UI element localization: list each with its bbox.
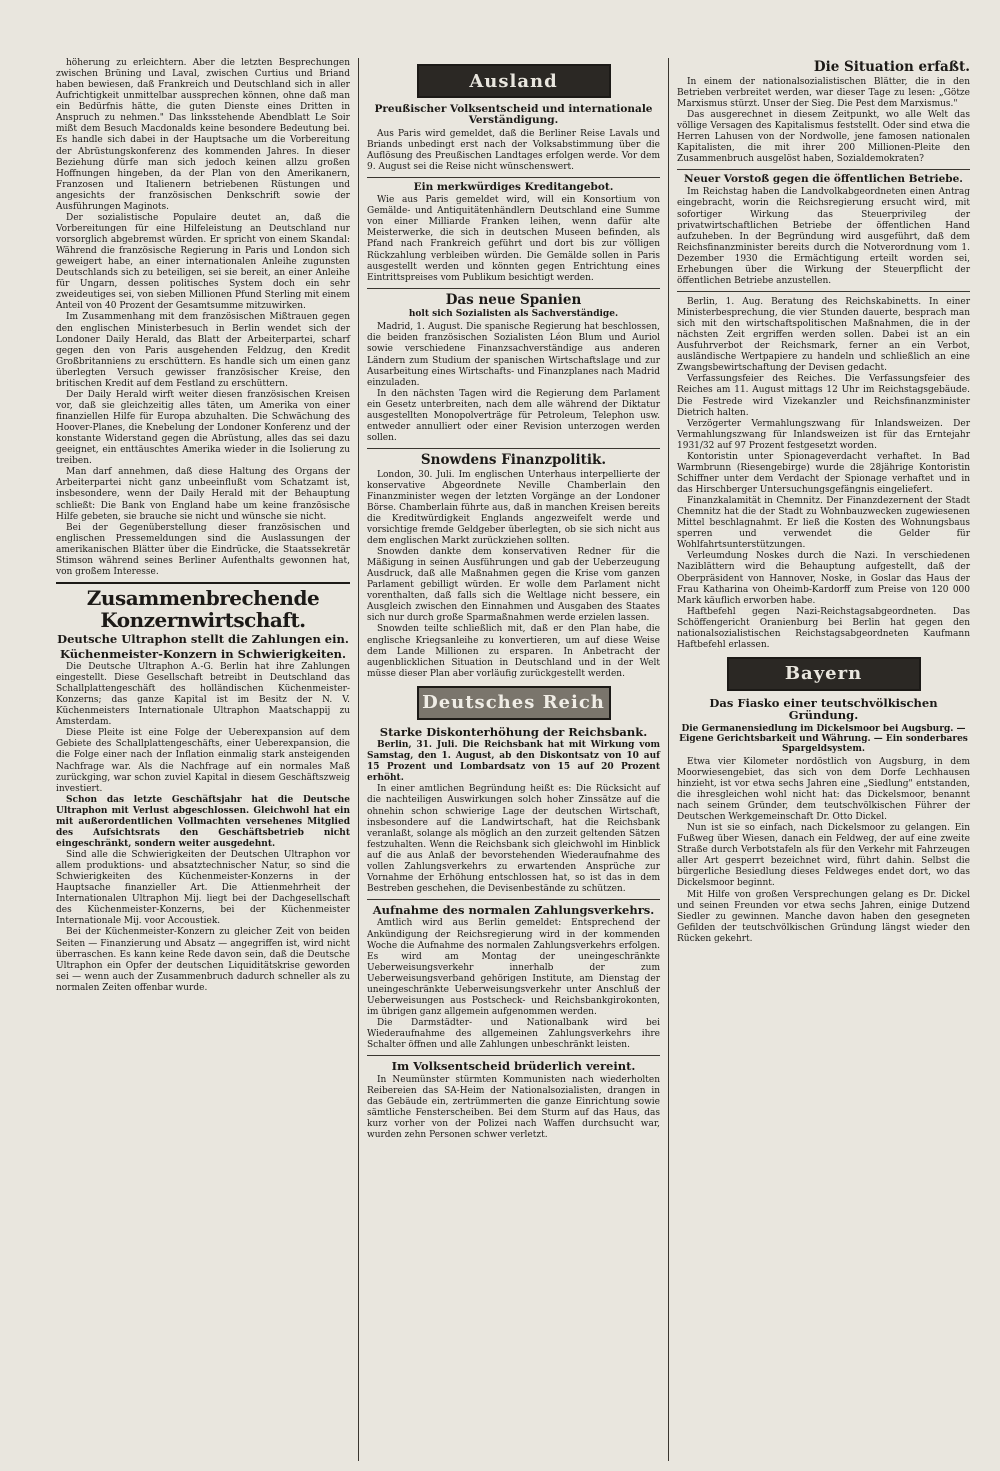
article-paragraph: Nun ist sie so einfach, nach Dickelsmoor zu gelangen. Ein Fußweg über Wiesen, danach ein Feldweg, der auf eine zweite Straße durch Verbotstafeln als für den Verkehr mit Fahrzeugen aller Art gesperrt bezeichnet wird, führt dahin. Selbst die bürgerliche Besiedlung dieses Feldweges endet dort, wo das Dickelsmoor beginnt.: [677, 823, 970, 889]
headline-spanien: Das neue Spanien: [445, 291, 582, 308]
article-paragraph: Haftbefehl gegen Nazi-Reichstagsabgeordneten. Das Schöffengericht Oranienburg bei Berlin hat gegen den nationalsozialistischen Reichstagsabgeordneten Kaufmann Haftbefehl erlassen.: [677, 606, 970, 650]
divider: [677, 291, 970, 292]
article-paragraph: Die Darmstädter- und Nationalbank wird bei Wiederaufnahme des allgemeinen Zahlungsverkehrs ihre Schalter öffnen und alle Zahlungen unbeschränkt leisten.: [367, 1018, 660, 1051]
divider: [367, 899, 660, 900]
article-paragraph: Aus Paris wird gemeldet, daß die Berliner Reise Lavals und Briands unbedingt erst nach der Volksabstimmung über die Auflösung des Preußischen Landtages erfolgen werde. Vor dem 9. August sei die Reise nicht wünschenswert.: [367, 128, 660, 172]
article-paragraph: Amtlich wird aus Berlin gemeldet: Entsprechend der Ankündigung der Reichsregierung wird in der kommenden Woche die Aufnahme des normalen Zahlungsverkehrs erfolgen. Es wird am Montag der uneingeschränkte Ueberweisungsverkehr innerhalb der zum Ueberweisungsverband gehörigen Institute, am Dienstag der uneingeschränkte Ueberweisungsverkehr unter Anschluß der Ueberweisungen aus Postscheck- und Reichsbankgirokonten, im übrigen ganz allgemein aufgenommen werden.: [367, 918, 660, 1017]
article-paragraph: Im Zusammenhang mit dem französischen Mißtrauen gegen den englischen Ministerbesuch in Berlin wendet sich der Londoner Daily Herald, das Blatt der Arbeiterpartei, scharf gegen den von Paris ausgehenden Feldzug, den Kredit Großbritanniens zu erschüttern. Es handle sich um einen ganz überlegten Versuch gewisser französischer Kreise, den britischen Kredit auf dem Festland zu erschüttern.: [56, 312, 350, 389]
headline-kreditangebot: Ein merkwürdiges Kreditangebot.: [413, 180, 614, 193]
article-paragraph: Im Reichstag haben die Landvolkabgeordneten einen Antrag eingebracht, worin die Reichsregierung ersucht wird, mit sofortiger Wirkung das Steuerprivileg der privatwirtschaftlichen Betriebe der öffentlichen Hand aufzuheben. In der Begründung wird ausgeführt, daß dem Reichsfinanzminister bereits durch die Notverordnung vom 1. Dezember 1930 die Ermächtigung erteilt worden sei, Erhebungen über die Wirkung der Steuerpflicht der öffentlichen Betriebe anzustellen.: [677, 187, 970, 286]
article-paragraph: In den nächsten Tagen wird die Regierung dem Parlament ein Gesetz unterbreiten, nach dem alle während der Diktatur ausgestellten Monopolverträge für Petroleum, Telephon usw. entweder annulliert oder einer Revision unterzogen werden sollen.: [367, 388, 660, 443]
article-paragraph: Kontoristin unter Spionageverdacht verhaftet. In Bad Warmbrunn (Riesengebirge) wurde die 28jährige Kontoristin Schiffner unter dem Verdacht der Spionage verhaftet und in das Hirschberger Untersuchungsgefängnis eingeliefert.: [677, 451, 970, 496]
article-paragraph: London, 30. Juli. Im englischen Unterhaus interpellierte der konservative Abgeordnete Neville Chamberlain den Finanzminister wegen der letzten Vorgänge an der Londoner Börse. Chamberlain führte aus, daß in manchen Kreisen bereits die Kreditwürdigkeit Englands angezweifelt werde und vorsichtige fremde Geldgeber überlegten, ob sie sich nicht aus dem englischen Markt zurückziehen sollten.: [367, 469, 660, 546]
article-paragraph: In einem der nationalsozialistischen Blätter, die in den Betrieben verbreitet werden, war dieser Tage zu lesen: „Götze Marxismus stürzt. Unser der Sieg. Die Pest dem Marxismus.": [677, 76, 970, 109]
divider: [367, 1055, 660, 1056]
subheadline-spanien: holt sich Sozialisten als Sachverständige.: [408, 309, 619, 320]
article-paragraph: Verzögerter Vermahlungszwang für Inlandsweizen. Der Vermahlungszwang für Inlandsweizen ist für das Erntejahr 1931/32 auf 97 Prozent festgesetzt worden.: [677, 418, 970, 451]
article-paragraph: Bei der Küchenmeister-Konzern zu gleicher Zeit von beiden Seiten — Finanzierung und Absatz — angegriffen ist, wird nicht überraschen. Es kann keine Rede davon sein, daß die Deutsche Ultraphon ein Opfer der deutschen Liquiditätskrise geworden sei — wenn auch der Zusammenbruch dadurch schneller als zu normalen Zeiten offenbar wurde.: [56, 927, 350, 993]
article-paragraph: Mit Hilfe von großen Versprechungen gelang es Dr. Dickel und seinen Freunden vor etwa sechs Jahren, einige Dutzend Siedler zu gewinnen. Manche davon haben den gesegneten Gefilden der teutschvölkischen Gründung längst wieder den Rücken gekehrt.: [677, 889, 970, 944]
article-paragraph: In Neumünster stürmten Kommunisten nach wiederholten Reibereien das SA-Heim der Nationalsozialisten, drangen in das Gebäude ein, zertrümmerten die ganze Einrichtung sowie sämtliche Fensterscheiben. Bei dem Sturm auf das Haus, das kurz vorher von der Polizei nach Waffen durchsucht war, wurden zehn Personen schwer verletzt.: [367, 1074, 660, 1140]
subheadline-fiasko: Die Germanensiedlung im Dickelsmoor bei Augsburg. — Eigene Gerichtsbarkeit und Währung. — Ein sonderbares Spargeldsystem.: [679, 723, 968, 754]
headline-diskonterhoehung: Starke Diskonterhöhung der Reichsbank.: [379, 724, 648, 739]
headline-konzernwirtschaft: Zusammenbrechende Konzernwirtschaft.: [86, 585, 320, 632]
article-paragraph: Berlin, 1. Aug. Beratung des Reichskabinetts. In einer Ministerbesprechung, die vier Stunden dauerte, besprach man sich mit den wirtschaftspolitischen Maßnahmen, die in der nächsten Zeit ergriffen werden sollen. Dabei ist an ein Ausfuhrverbot der Reichsmark, ferner an ein Verbot, ausländische Wertpapiere zu handeln und schließlich an eine Zwangsbewirtschaftung der Devisen gedacht.: [677, 296, 970, 374]
headline-fiasko: Das Fiasko einer teutschvölkischen Gründung.: [709, 695, 938, 723]
article-paragraph: Bei der Gegenüberstellung dieser französischen und englischen Pressemeldungen sind die Auslassungen der amerikanischen Blätter über die Eindrücke, die Staatssekretär Stimson während seines Berliner Aufenthalts gewonnen hat, von großem Interesse.: [56, 522, 350, 577]
headline-situation: Die Situation erfaßt.: [813, 59, 970, 75]
divider: [367, 177, 660, 178]
section-banner-ausland: Ausland: [417, 64, 611, 98]
article-paragraph: Der Daily Herald wirft weiter diesen französischen Kreisen vor, daß sie gleichzeitig alles täten, um Amerika von einer finanziellen Hilfe für Europa abzuhalten. Die Schwächung des Hoover-Planes, die Knebelung der Londoner Konferenz und der konstante Widerstand gegen die Abrüstung, alles das sei dazu geeignet, ein enttäuschtes Amerika wieder in die Isolierung zu treiben.: [56, 389, 350, 467]
article-paragraph: Die Deutsche Ultraphon A.-G. Berlin hat ihre Zahlungen eingestellt. Diese Gesellschaft betreibt in Deutschland das Schallplattengeschäft des holländischen Küchenmeister-Konzerns; das ganze Kapital ist im Besitz der N. V. Küchenmeisters Internationale Ultraphon Maatschappij zu Amsterdam.: [56, 661, 350, 728]
divider: [677, 169, 970, 170]
article-paragraph: Man darf annehmen, daß diese Haltung des Organs der Arbeiterpartei nicht ganz unbeeinflußt vom Schatzamt ist, insbesondere, wenn der Daily Herald mit der Behauptung schließt: Die Bank von England habe um keine französische Hilfe gebeten, sie brauche sie nicht und wünsche sie nicht.: [56, 467, 350, 522]
section-banner-deutsches-reich: Deutsches Reich: [417, 686, 611, 720]
divider: [367, 448, 660, 449]
article-paragraph: Diese Pleite ist eine Folge der Ueberexpansion auf dem Gebiete des Schallplattengeschäfts, einer Ueberexpansion, die die Folge einer nach der Inflation einmalig stark ansteigenden Nachfrage war. Als die Nachfrage auf ein normales Maß zurückging, war schon zuviel Kapital in diesem Geschäftszweig investiert.: [56, 728, 350, 794]
section-banner-bayern: Bayern: [727, 657, 921, 691]
headline-snowden: Snowdens Finanzpolitik.: [420, 452, 607, 468]
column-right: [668, 58, 978, 1461]
article-paragraph: Der sozialistische Populaire deutet an, daß die Vorbereitungen für eine Hilfeleistung an Deutschland nur vorsorglich abgebremst würden. Er spricht von einem Skandal: Während die französische Regierung in Paris und London sich geweigert habe, an einer internationalen Anleihe zugunsten Deutschlands sich zu beteiligen, sei sie bereit, an einer Anleihe für Ungarn, dessen politisches System doch ein sehr zweideutiges sei, von sieben Millionen Pfund Sterling mit einem Anteil von 40 Prozent der Gesamtsumme mitzuwirken.: [56, 212, 350, 312]
article-paragraph: Wie aus Paris gemeldet wird, will ein Konsortium von Gemälde- und Antiquitätenhändlern Deutschland eine Summe von einer Milliarde Franken leihen, wenn dafür alte Meisterwerke, die sich in deutschen Museen befinden, als Pfand nach Frankreich geführt und dort bis zur völligen Rückzahlung verbleiben würden. Die Gemälde sollen in Paris ausgestellt werden und könnten gegen Entrichtung eines Eintrittspreises vom Publikum besichtigt werden.: [367, 195, 660, 283]
article-paragraph: Snowden dankte dem konservativen Redner für die Mäßigung in seinen Ausführungen und gab der Ueberzeugung Ausdruck, daß alle Maßnahmen gegen die Krise vom ganzen Parlament gebilligt würden. Er wolle dem Parlament nicht vorenthalten, daß falls sich die Weltlage nicht bessere, ein Ausgleich zwischen den Einnahmen und Ausgaben des Staates sich nur durch große Sparmaßnahmen werde erzielen lassen.: [367, 547, 660, 624]
headline-vorstoss: Neuer Vorstoß gegen die öffentlichen Betriebe.: [684, 173, 963, 186]
article-paragraph: höherung zu erleichtern. Aber die letzten Besprechungen zwischen Brüning und Laval, zwischen Curtius und Briand haben bewiesen, daß Frankreich und Deutschland sich in aller Aufrichtigkeit unmittelbar aussprechen können, ohne daß man ein Bedürfnis hätte, die guten Dienste eines Dritten in Anspruch zu nehmen." Das linksstehende Abendblatt Le Soir mißt dem Besuch Macdonalds keine besondere Bedeutung bei. Es handle sich dabei in der Hauptsache um die Vorbereitung der Abrüstungskonferenz des kommenden Jahres. In dieser Beziehung dürfe man sich jedoch keinen allzu großen Hoffnungen hingeben, da der Plan von den Amerikanern, Franzosen und Italienern betriebenen Rüstungen und angesichts der französischen Denkschrift sowie der Ausführungen Maginots.: [56, 58, 350, 212]
article-paragraph: Madrid, 1. August. Die spanische Regierung hat beschlossen, die beiden französischen Sozialisten Léon Blum und Auriol sowie verschiedene Finanzsachverständige aus anderen Ländern zum Studium der spanischen Wirtschaftslage und zur Ausarbeitung eines Wirtschafts- und Finanzplanes nach Madrid einzuladen.: [367, 322, 660, 388]
divider: [367, 288, 660, 289]
article-paragraph: Sind alle die Schwierigkeiten der Deutschen Ultraphon vor allem produktions- und absatztechnischer Natur, so sind die Schwierigkeiten des Küchenmeister-Konzerns in der Hauptsache finanzieller Art. Die Attienmehrheit der Internationalen Ultraphon Mij. liegt bei der Dachgesellschaft des Küchenmeister-Konzerns, bei der Küchenmeister Internationale Mij. voor Accoustiek.: [56, 850, 350, 927]
article-paragraph: Snowden teilte schließlich mit, daß er den Plan habe, die englische Kriegsanleihe zu konvertieren, um auf diese Weise dem Lande Millionen zu ersparen. In Anbetracht der augenblicklichen Situation in Deutschland und in der Welt müsse dieser Plan aber vorläufig zurückgestellt werden.: [367, 624, 660, 679]
headline-volksentscheid-vereint: Im Volksentscheid brüderlich vereint.: [391, 1059, 636, 1074]
article-paragraph: Das ausgerechnet in diesem Zeitpunkt, wo alle Welt das völlige Versagen des Kapitalismus feststellt. Oder sind etwa die Herren Lahusen von der Nordwolle, jene famosen nationalen Kapitalisten, die mit ihrer 200 Millionen-Pleite den Zusammenbruch ausgelöst haben, Sozialdemokraten?: [677, 109, 970, 165]
article-paragraph: Berlin, 31. Juli. Die Reichsbank hat mit Wirkung vom Samstag, den 1. August, ab den Diskontsatz von 10 auf 15 Prozent und Lombardsatz von 15 auf 20 Prozent erhöht.: [367, 740, 660, 784]
article-paragraph: Verleumdung Noskes durch die Nazi. In verschiedenen Naziblättern wird die Behauptung aufgestellt, daß der Oberpräsident von Hannover, Noske, in Goslar das Haus der Frau Katharina von Oheimb-Kardorff zum Preise von 120 000 Mark käuflich erworben habe.: [677, 551, 970, 606]
headline-ultraphon: Deutsche Ultraphon stellt die Zahlungen ein.: [57, 632, 349, 647]
article-paragraph: Etwa vier Kilometer nordöstlich von Augsburg, in dem Moorwiesengebiet, das sich von dem Dorfe Lechhausen hinzieht, ist vor etwa sechs Jahren eine „Siedlung" entstanden, die ihresgleichen wohl nicht hat: das Dickelsmoor, benannt nach seinem Gründer, dem teutschvölkischen Führer der Deutschen Werkgemeinschaft Dr. Otto Dickel.: [677, 756, 970, 823]
divider: [56, 582, 350, 584]
article-paragraph: In einer amtlichen Begründung heißt es: Die Rücksicht auf die nachteiligen Auswirkungen solch hoher Zinssätze auf die ohnehin schon schwierige Lage der deutschen Wirtschaft, insbesondere auf die Landwirtschaft, hat die Reichsbank veranlaßt, solange als möglich an den zurzeit geltenden Sätzen festzuhalten. Wenn die Reichsbank sich gleichwohl im Hinblick auf die aus Anlaß der bevorstehenden Wiederaufnahme des vollen Zahlungsverkehrs zu erwartenden Ansprüche zur Vornahme der Erhöhung entschlossen hat, so ist das in dem Bestreben geschehen, die Devisenbestände zu schützen.: [367, 784, 660, 894]
column-middle: [358, 58, 668, 1461]
column-left: [48, 58, 358, 1461]
article-paragraph: Finanzkalamität in Chemnitz. Der Finanzdezernent der Stadt Chemnitz hat die der Stadt zu Wohnbauzwecken zugewiesenen Mittel beschlagnahmt. Er ließ die Kosten des Wohnungsbaus sperren und verwendet die Gelder für Wohlfahrtsunterstützungen.: [677, 496, 970, 551]
headline-kuechenmeister: Küchenmeister-Konzern in Schwierigkeiten.: [59, 646, 347, 661]
headline-volksentscheid: Preußischer Volksentscheid und internationale Verständigung.: [374, 103, 653, 127]
article-paragraph: Verfassungsfeier des Reiches. Die Verfassungsfeier des Reiches am 11. August mittags 12 Uhr im Reichstagsgebäude. Die Festrede wird Vizekanzler und Reichsfinanzminister Dietrich halten.: [677, 374, 970, 418]
article-paragraph: Schon das letzte Geschäftsjahr hat die Deutsche Ultraphon mit Verlust abgeschlossen. Gleichwohl hat ein mit außerordentlichen Vollmachten versehenes Mitglied des Aufsichtsrats den Geschäftsbetrieb nicht eingeschränkt, sondern weiter ausgedehnt.: [56, 794, 350, 849]
headline-zahlungsverkehr: Aufnahme des normalen Zahlungsverkehrs.: [372, 903, 655, 918]
